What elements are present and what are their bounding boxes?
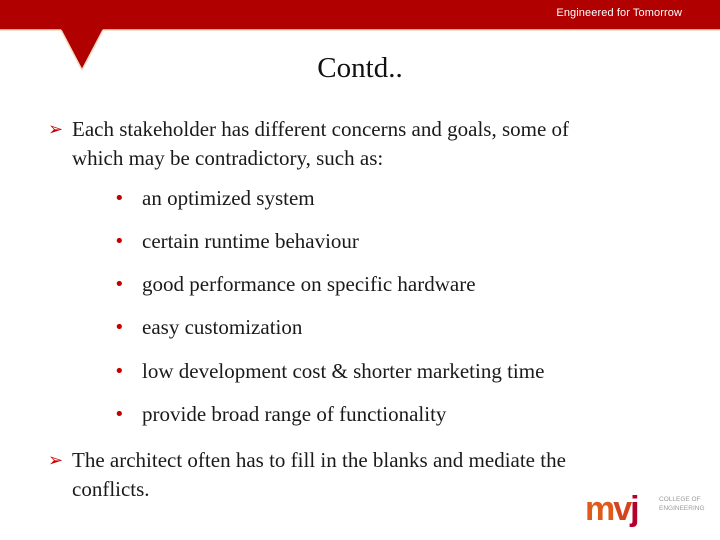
bullet-dot-icon: • xyxy=(114,231,125,252)
main-point-2 xyxy=(72,446,566,504)
list-item: low development cost & shorter marketing time xyxy=(142,359,545,383)
logo-mark: mvj xyxy=(585,490,638,528)
logo-text-line1: COLLEGE OF xyxy=(659,496,701,503)
arrow-bullet-icon: ➢ xyxy=(48,450,64,471)
logo-text-line2: ENGINEERING xyxy=(659,505,705,512)
main-point-2-line1: The architect often has to fill in the blanks and mediate the xyxy=(72,448,566,472)
bullet-dot-icon: • xyxy=(114,274,125,295)
list-item: good performance on specific hardware xyxy=(142,272,476,296)
bullet-dot-icon: • xyxy=(114,317,125,338)
header-tagline: Engineered for Tomorrow xyxy=(556,7,682,19)
main-point-1 xyxy=(72,115,569,173)
list-item: certain runtime behaviour xyxy=(142,229,359,253)
list-item: easy customization xyxy=(142,315,303,339)
mvj-logo xyxy=(583,488,705,528)
slide-title: Contd.. xyxy=(317,52,403,84)
bullet-dot-icon: • xyxy=(114,361,125,382)
list-item: an optimized system xyxy=(142,186,315,210)
arrow-bullet-icon: ➢ xyxy=(48,119,64,140)
main-point-1-line2: which may be contradictory, such as: xyxy=(72,146,384,170)
main-point-1-line1: Each stakeholder has different concerns and goals, some of xyxy=(72,117,570,141)
bullet-dot-icon: • xyxy=(114,404,125,425)
main-point-2-line2: conflicts. xyxy=(72,477,150,501)
bullet-dot-icon: • xyxy=(114,188,125,209)
list-item: provide broad range of functionality xyxy=(142,402,447,426)
